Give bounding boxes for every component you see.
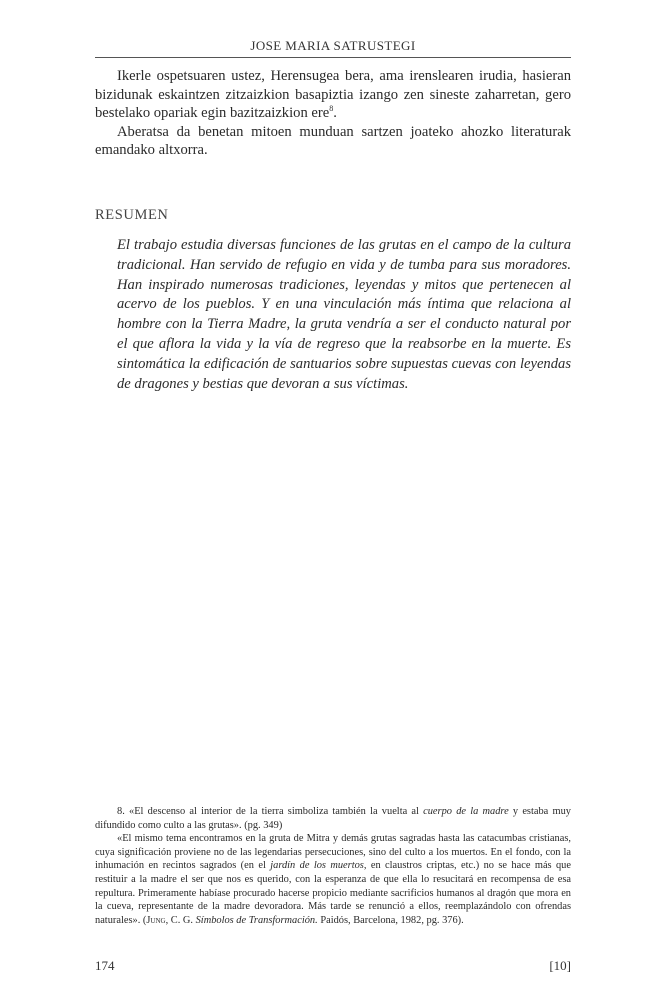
- footnote-emphasis: jardín de los muertos: [270, 860, 364, 872]
- body-paragraph-1-end: .: [333, 105, 337, 121]
- footnote-emphasis: cuerpo de la madre: [423, 806, 509, 817]
- running-head: JOSE MARIA SATRUSTEGI: [250, 38, 416, 53]
- header-rule: [95, 57, 571, 58]
- resumen-text: El trabajo estudia diversas funciones de las grutas en el campo de la cultura tradicional. Han servido de refugio en vida y de tumba para sus moradores. Han inspirado numerosas tradiciones, leyendas y mitos que pertenecen al acervo de los pueblos. Y en una vinculación más íntima que relaciona al hombre con la Tierra Madre, la gruta vendría a ser el conducto natural por el que aflora la vida y la vía de regreso que la reabsorbe en la muerte. Es sintomática la edificación de santuarios sobre supuestas cuevas con leyendas de dragones y bestias que devoran a sus víctimas.: [117, 237, 571, 392]
- footnote-text: 8. «El descenso al interior de la tierra simboliza también la vuelta al: [117, 806, 424, 817]
- footnote-text: , en claustros criptas, etc.) no se hace más que restituir a la madre el ser que nos es querido, con la esperanza de que ella lo resucitará en recompensa de esa repultura. Primeramente habíase procurado hacerse propicio mediante sacrificios humanos al dragón que mora en la cueva, representante de la madre devoradora. Más tarde se renunció a ellos, reemplazándolo con ofrendas naturales». (: [95, 860, 571, 926]
- footnote-author: Jung: [146, 914, 166, 926]
- footnote-text: , C. G.: [165, 914, 196, 926]
- resumen-heading: RESUMEN: [95, 207, 169, 223]
- page-number: 174: [95, 958, 115, 973]
- body-paragraph-1-text: Ikerle ospetsuaren ustez, Herensugea bera, ama irenslearen irudia, hasieran bizidunak eskaintzen zitzaizkion basapiztia izango zen sineste zaharretan, gero bestelako opariak egin bazitzaizkion ere: [95, 68, 571, 121]
- footnotes: [95, 805, 571, 927]
- footnote-ref-8[interactable]: 8: [329, 104, 334, 114]
- footnote-8-paragraph-2: [95, 832, 571, 927]
- footnote-book-title: Símbolos de Transformación.: [195, 914, 318, 926]
- bracket-page-number: [10]: [549, 958, 571, 973]
- body-paragraph-1: [95, 67, 571, 123]
- footnote-text: «El mismo tema encontramos en la gruta de Mitra y demás grutas sagradas hasta las catacumbas cristianas, cuya significación proviene no de las legendarias persecuciones, sino del culto a los muertos. En el fondo, con la inhumación en recintos sagrados (en el: [95, 833, 571, 872]
- body-paragraph-2: Aberatsa da benetan mitoen munduan sartzen joateko ahozko literaturak emandako altxorra.: [95, 123, 571, 158]
- footnote-text: Paidós, Barcelona, 1982, pg. 376).: [317, 914, 464, 926]
- footnote-8-paragraph-1: [95, 805, 571, 832]
- body-text: [95, 67, 571, 160]
- footnote-text: y estaba muy difundido como culto a las grutas». (pg. 349): [95, 806, 571, 831]
